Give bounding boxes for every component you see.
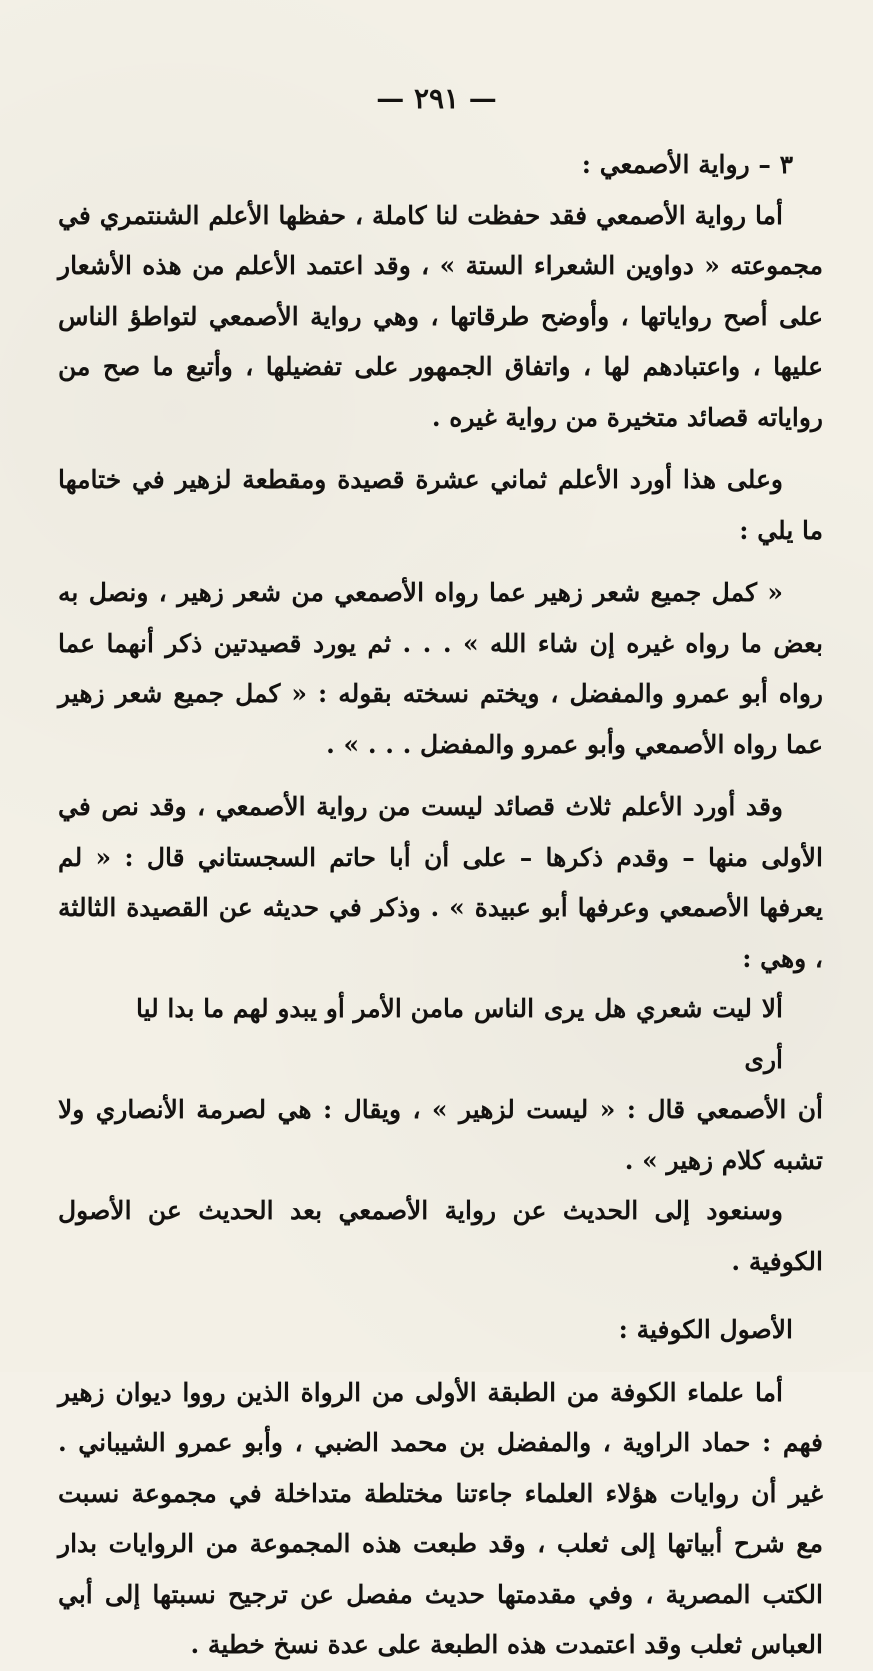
verse-first-hemistich: ألا ليت شعري هل يرى الناس ما أرى xyxy=(443,994,783,1074)
paragraph: أما علماء الكوفة من الطبقة الأولى من الرواة الذين رووا ديوان زهير فهم : حماد الراوية ، والمفضل بن محمد الضبي ، وأبو عمرو الشيباني . غير أن روايات هؤلاء العلماء جاءتنا مختلطة متداخلة في مجموعة نسبت مع شرح أبياتها إلى ثعلب ، وقد طبعت هذه المجموعة من الروايات بدار الكتب المصرية ، وفي مقدمتها حديث مفصل عن ترجيح نسبتها إلى أبي العباس ثعلب وقد اعتمدت هذه الطبعة على عدة نسخ خطية . xyxy=(58,1377,823,1659)
paragraph: وسنعود إلى الحديث عن رواية الأصمعي بعد الحديث عن الأصول الكوفية . xyxy=(58,1196,823,1276)
spacer xyxy=(58,770,823,782)
paragraph: أما رواية الأصمعي فقد حفظت لنا كاملة ، حفظها الأعلم الشنتمري في مجموعته « دواوين الشعراء الستة » ، وقد اعتمد الأعلم من هذه الأشعار على أصح رواياتها ، وأوضح طرقاتها ، وهي رواية الأصمعي لتواطؤ الناس عليها ، واعتبادهم لها ، واتفاق الجمهور على تفضيلها ، وأتبع ما صح من رواياته قصائد متخيرة من رواية غيره . xyxy=(58,200,823,432)
section-heading-kufan: الأصول الكوفية : xyxy=(618,1315,793,1344)
spacer xyxy=(58,443,823,455)
page-number: — ٢٩١ — xyxy=(376,82,497,115)
section-heading-asmai: ٣ – رواية الأصمعي : xyxy=(581,150,793,179)
spacer xyxy=(58,1287,823,1305)
verse-second-hemistich: من الأمر أو يبدو لهم ما بدا ليا xyxy=(135,994,443,1023)
paragraph: وعلى هذا أورد الأعلم ثماني عشرة قصيدة ومقطعة لزهير في ختامها ما يلي : xyxy=(58,465,823,545)
spacer xyxy=(58,556,823,568)
poem-verse xyxy=(58,984,823,1085)
spacer xyxy=(58,1356,823,1368)
page-body xyxy=(58,140,823,1671)
paragraph: أن الأصمعي قال : « ليست لزهير » ، ويقال : هي لصرمة الأنصاري ولا تشبه كلام زهير » . xyxy=(58,1095,823,1175)
paragraph: « كمل جميع شعر زهير عما رواه الأصمعي من شعر زهير ، ونصل به بعض ما رواه غيره إن شاء الله » . . . ثم يورد قصيدتين ذكر أنهما عما رواه أبو عمرو والمفضل ، ويختم نسخته بقوله : « كمل جميع شعر زهير عما رواه الأصمعي وأبو عمرو والمفضل . . . » . xyxy=(58,578,823,759)
paragraph: وقد أورد الأعلم ثلاث قصائد ليست من رواية الأصمعي ، وقد نص في الأولى منها – وقدم ذكرها – على أن أبا حاتم السجستاني قال : « لم يعرفها الأصمعي وعرفها أبو عبيدة » . وذكر في حديثه عن القصيدة الثالثة ، وهي : xyxy=(58,792,823,973)
